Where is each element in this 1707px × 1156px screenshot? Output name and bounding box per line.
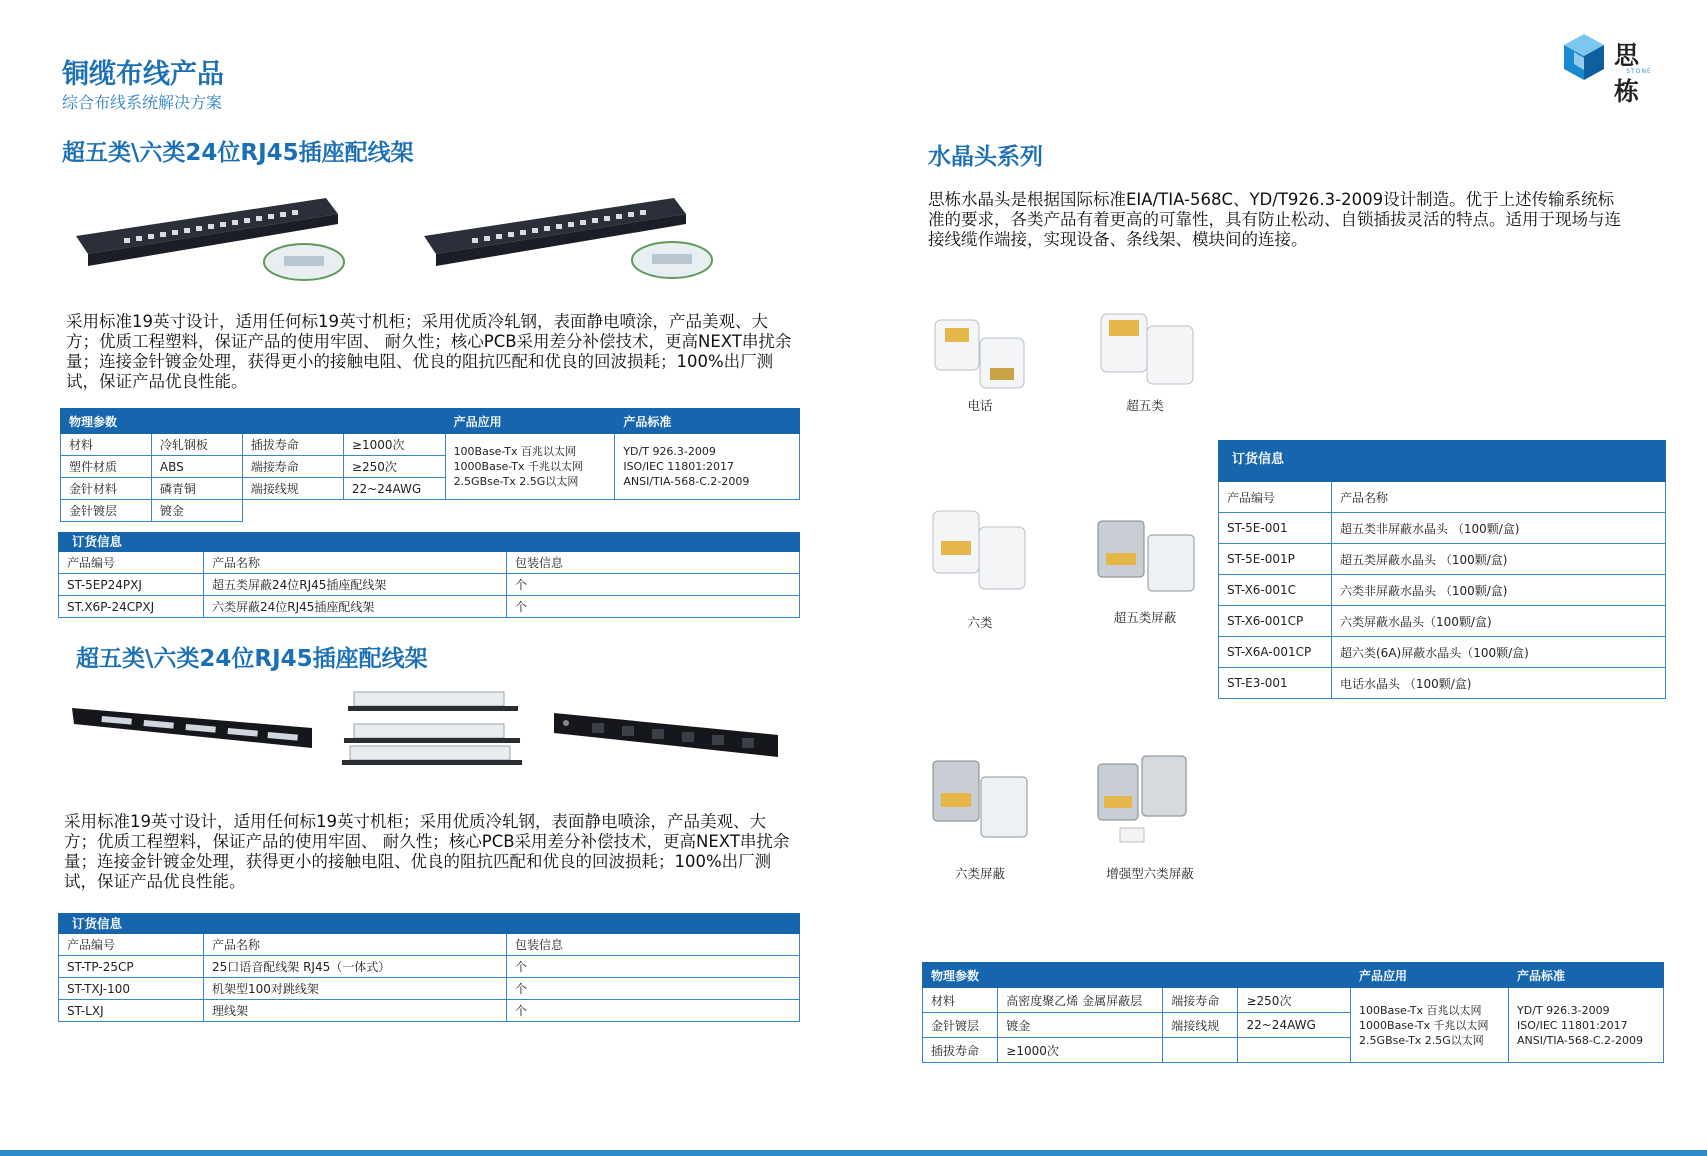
section1-title: 超五类\六类24位RJ45插座配线架 (62, 140, 414, 166)
order-cell: ST-5E-001 (1219, 513, 1332, 544)
order-header: 产品编号 (59, 552, 204, 574)
order-cell: 电话水晶头 （100颗/盒) (1332, 668, 1666, 699)
table-row (1219, 637, 1666, 668)
table-row (1219, 544, 1666, 575)
section1-order-table (58, 532, 800, 618)
order-cell: ST.X6P-24CPXJ (59, 596, 204, 618)
phys-cell: 镀金 (151, 500, 242, 522)
logo-name: 思栋 (1614, 41, 1641, 106)
brand-logo (1560, 32, 1660, 106)
phys-head-std: 产品标准 (615, 409, 800, 434)
phys-cell: 塑件材质 (61, 456, 152, 478)
phys-cell: 插拔寿命 (242, 434, 343, 456)
order-cell: 超五类非屏蔽水晶头 （100颗/盒) (1332, 513, 1666, 544)
page-subtitle: 综合布线系统解决方案 (62, 93, 223, 112)
phys-cell: 材料 (61, 434, 152, 456)
order-cell: 六类屏蔽24位RJ45插座配线架 (204, 596, 507, 618)
section3-phys-table (922, 962, 1664, 1063)
logo-sub: STONE (1626, 68, 1652, 75)
table-row (59, 574, 800, 596)
connector-cat5e-shielded-image (1090, 515, 1205, 600)
order-cell: 个 (507, 596, 800, 618)
order-cell: 超六类(6A)屏蔽水晶头（100颗/盒) (1332, 637, 1666, 668)
order-cell: ST-X6-001C (1219, 575, 1332, 606)
section3-description: 思栋水晶头是根据国际标准EIA/TIA-568C、YD/T926.3-2009设计制造。优于上述传输系统标准的要求，各类产品有着更高的可靠性，具有防止松动、自锁插拔灵活的特点。适用于现场与连接线缆作端接，实现设备、条线架、模块间的连接。 (928, 190, 1621, 249)
order-cell: ST-E3-001 (1219, 668, 1332, 699)
phys-cell: 金针镀层 (923, 1013, 998, 1038)
caption-enhanced-cat6-shielded: 增强型六类屏蔽 (1106, 866, 1194, 881)
phys-head-app: 产品应用 (1351, 963, 1509, 988)
phys-cell: 磷青铜 (151, 478, 242, 500)
order-cell: 六类屏蔽水晶头（100颗/盒) (1332, 606, 1666, 637)
order-cell: 理线架 (204, 1000, 507, 1022)
phys-cell: 金针材料 (61, 478, 152, 500)
order-cell: ST-LXJ (59, 1000, 204, 1022)
phys-cell: ≥1000次 (998, 1038, 1163, 1063)
std-line: YD/T 926.3-2009 (623, 445, 716, 458)
section3-order-table (1218, 440, 1666, 699)
order-header: 产品编号 (1219, 482, 1332, 513)
phys-cell: 金针镀层 (61, 500, 152, 522)
section2-order-table (58, 913, 800, 1022)
patch-panel-image-2 (424, 194, 714, 284)
patch-panel-image-1 (76, 194, 346, 284)
order-header: 产品编号 (59, 934, 204, 956)
table-row (59, 956, 800, 978)
order-cell: ST-TXJ-100 (59, 978, 204, 1000)
order-header: 产品名称 (204, 934, 507, 956)
connector-enhanced-cat6-shielded-image (1090, 750, 1205, 850)
caption-cat6-shielded: 六类屏蔽 (954, 866, 1005, 881)
phys-cell: 冷轧钢板 (151, 434, 242, 456)
phys-std-cell (615, 434, 800, 500)
phys-cell: 22~24AWG (1238, 1013, 1351, 1038)
order-cell: ST-5E-001P (1219, 544, 1332, 575)
caption-cat5e: 超五类 (1126, 398, 1164, 413)
order-title: 订货信息 (58, 913, 800, 934)
order-cell: 超五类屏蔽水晶头 （100颗/盒) (1332, 544, 1666, 575)
phys-cell: 材料 (923, 988, 998, 1013)
phys-cell: 镀金 (998, 1013, 1163, 1038)
std-line: ISO/IEC 11801:2017 (1517, 1018, 1628, 1032)
phys-head-app: 产品应用 (445, 409, 615, 434)
app-line: 1000Base-Tx 千兆以太网 (1359, 1018, 1489, 1032)
section2-title: 超五类\六类24位RJ45插座配线架 (76, 646, 428, 672)
order-cell: ST-5EP24PXJ (59, 574, 204, 596)
order-cell: 机架型100对跳线架 (204, 978, 507, 1000)
phys-head-params: 物理参数 (923, 963, 1351, 988)
order-header: 包装信息 (507, 552, 800, 574)
order-cell: ST-X6A-001CP (1219, 637, 1332, 668)
phys-head-std: 产品标准 (1509, 963, 1664, 988)
phys-cell: 端接线规 (1163, 1013, 1238, 1038)
connector-cat6-shielded-image (925, 755, 1035, 845)
phys-std-cell (1509, 988, 1664, 1063)
app-line: 1000Base-Tx 千兆以太网 (453, 460, 584, 473)
phys-app-cell (1351, 988, 1509, 1063)
caption-cat5e-shielded: 超五类屏蔽 (1113, 610, 1177, 625)
order-cell: 个 (507, 956, 800, 978)
phys-cell: 22~24AWG (343, 478, 445, 500)
phys-cell: 端接寿命 (242, 456, 343, 478)
table-row (1219, 606, 1666, 637)
phys-head-params: 物理参数 (61, 409, 446, 434)
caption-phone: 电话 (967, 398, 993, 413)
order-cell: 个 (507, 574, 800, 596)
table-row (1219, 575, 1666, 606)
caption-cat6: 六类 (967, 615, 993, 630)
order-title: 订货信息 (1218, 440, 1666, 482)
order-cell: ST-TP-25CP (59, 956, 204, 978)
order-cell: 超五类屏蔽24位RJ45插座配线架 (204, 574, 507, 596)
cable-manager-image (552, 705, 782, 765)
section1-phys-table (60, 408, 800, 522)
app-line: 100Base-Tx 百兆以太网 (1359, 1003, 1482, 1017)
phys-cell: ≥250次 (1238, 988, 1351, 1013)
phys-cell: 插拔寿命 (923, 1038, 998, 1063)
order-title: 订货信息 (58, 532, 800, 552)
phys-cell: 高密度聚乙烯 金属屏蔽层 (998, 988, 1163, 1013)
section1-description: 采用标准19英寸设计，适用任何标19英寸机柜；采用优质冷轧钢，表面静电喷涂，产品美观、大方；优质工程塑料，保证产品的使用牢固、 耐久性；核心PCB采用差分补偿技术，更高NEXT串扰余量；连接金针镀金处理，获得更小的接触电阻、优良的阻抗匹配和优良的回波损耗；100%出厂测试，保证产品优良性能。 (66, 312, 792, 391)
order-cell: 25口语音配线架 RJ45（一体式） (204, 956, 507, 978)
app-line: 2.5GBse-Tx 2.5G以太网 (453, 475, 579, 488)
bottom-accent-bar (0, 1150, 1707, 1156)
jumper-frame-image (340, 690, 525, 770)
order-cell: 个 (507, 978, 800, 1000)
order-cell: 个 (507, 1000, 800, 1022)
connector-phone-image (925, 310, 1035, 395)
order-header: 产品名称 (204, 552, 507, 574)
order-header: 产品名称 (1332, 482, 1666, 513)
phys-cell: 端接线规 (242, 478, 343, 500)
std-line: ANSI/TIA-568-C.2-2009 (623, 475, 750, 488)
cube-logo-icon (1560, 32, 1608, 82)
app-line: 2.5GBse-Tx 2.5G以太网 (1359, 1033, 1484, 1047)
std-line: ANSI/TIA-568-C.2-2009 (1517, 1033, 1644, 1047)
phys-cell: 端接寿命 (1163, 988, 1238, 1013)
phys-cell: ABS (151, 456, 242, 478)
std-line: ISO/IEC 11801:2017 (623, 460, 734, 473)
std-line: YD/T 926.3-2009 (1517, 1003, 1610, 1017)
table-row (1219, 668, 1666, 699)
phys-cell: ≥250次 (343, 456, 445, 478)
table-row (59, 596, 800, 618)
order-header: 包装信息 (507, 934, 800, 956)
connector-cat6-image (925, 505, 1035, 600)
phys-cell: ≥1000次 (343, 434, 445, 456)
table-row (59, 978, 800, 1000)
order-cell: 六类非屏蔽水晶头 （100颗/盒) (1332, 575, 1666, 606)
section2-description: 采用标准19英寸设计，适用任何标19英寸机柜；采用优质冷轧钢，表面静电喷涂，产品美观、大方；优质工程塑料，保证产品的使用牢固、 耐久性；核心PCB采用差分补偿技术，更高NEXT串扰余量；连接金针镀金处理，获得更小的接触电阻、优良的阻抗匹配和优良的回波损耗；100%出厂测试，保证产品优良性能。 (64, 812, 790, 891)
app-line: 100Base-Tx 百兆以太网 (453, 445, 577, 458)
connector-cat5e-image (1093, 306, 1203, 396)
table-row (59, 1000, 800, 1022)
page-title: 铜缆布线产品 (62, 59, 224, 90)
table-row (1219, 513, 1666, 544)
order-cell: ST-X6-001CP (1219, 606, 1332, 637)
phys-app-cell (445, 434, 615, 500)
section3-title: 水晶头系列 (928, 144, 1043, 170)
voice-panel-image (72, 700, 317, 760)
